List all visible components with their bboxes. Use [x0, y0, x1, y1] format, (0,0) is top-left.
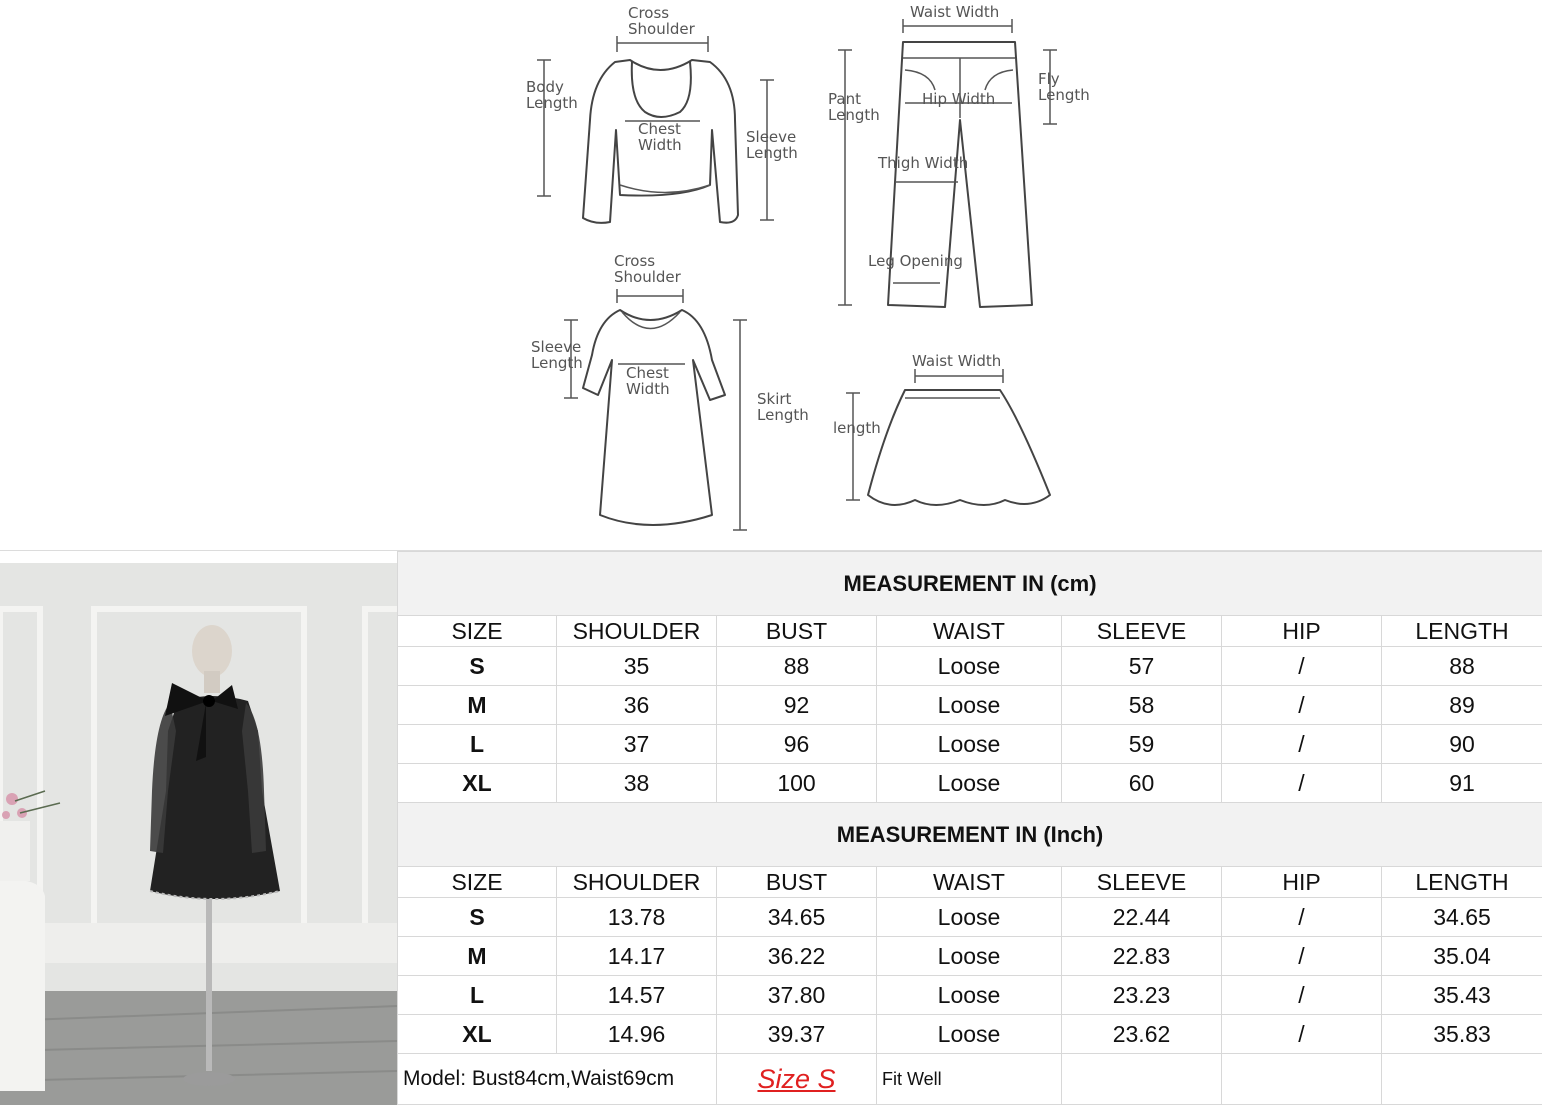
- label-body-length-2: Length: [526, 94, 578, 112]
- cell: 89: [1382, 686, 1542, 725]
- table-row: [398, 686, 1542, 725]
- table-row: [398, 1015, 1542, 1054]
- table-row: [398, 647, 1542, 686]
- cell: 100: [717, 764, 877, 803]
- cell: 35: [557, 647, 717, 686]
- empty-cell: [1222, 1054, 1382, 1105]
- cell: /: [1222, 647, 1382, 686]
- cell: /: [1222, 898, 1382, 937]
- cell: 37: [557, 725, 717, 764]
- label-sleeve-length-1: Sleeve: [746, 128, 797, 146]
- label-chest-width-1: Chest: [638, 120, 681, 138]
- label-skirt-length-1: Skirt: [757, 390, 792, 408]
- cell: 92: [717, 686, 877, 725]
- model-info-row: [398, 1054, 1542, 1105]
- cell: /: [1222, 937, 1382, 976]
- cm-header-bust: BUST: [717, 616, 877, 647]
- label-sleeve-length-2: Length: [746, 144, 798, 162]
- skirt-sketch: [868, 390, 1050, 505]
- cell: 36: [557, 686, 717, 725]
- cell: M: [398, 686, 557, 725]
- garment-sketches: [0, 0, 1542, 550]
- cell: L: [398, 725, 557, 764]
- label-cross-shoulder-1: Cross: [628, 4, 670, 22]
- cell: S: [398, 898, 557, 937]
- cell: 35.04: [1382, 937, 1542, 976]
- label-dress-chest-width-1: Chest: [626, 364, 669, 382]
- cell: L: [398, 976, 557, 1015]
- cell: Loose: [877, 725, 1062, 764]
- label-cross-shoulder-2: Shoulder: [628, 20, 695, 38]
- cell: 60: [1062, 764, 1222, 803]
- cell: 59: [1062, 725, 1222, 764]
- cm-title-row: [398, 552, 1542, 616]
- cell: 22.44: [1062, 898, 1222, 937]
- cm-header-row: [398, 616, 1542, 647]
- label-skirt-waist-width: Waist Width: [912, 352, 1002, 370]
- cell: Loose: [877, 1015, 1062, 1054]
- cell: Loose: [877, 686, 1062, 725]
- label-dress-chest-width-2: Width: [626, 380, 670, 398]
- mannequin-dress-image: [0, 551, 397, 1105]
- label-dress-sleeve-length-1: Sleeve: [531, 338, 582, 356]
- model-fit: Fit Well: [877, 1054, 1062, 1105]
- cell: 14.96: [557, 1015, 717, 1054]
- cell: 58: [1062, 686, 1222, 725]
- table-row: [398, 764, 1542, 803]
- cell: 34.65: [717, 898, 877, 937]
- cell: 35.43: [1382, 976, 1542, 1015]
- table-row: [398, 937, 1542, 976]
- cell: S: [398, 647, 557, 686]
- inch-header-length: LENGTH: [1382, 867, 1542, 898]
- cell: Loose: [877, 937, 1062, 976]
- size-table: [397, 551, 1542, 1105]
- cm-header-shoulder: SHOULDER: [557, 616, 717, 647]
- label-skirt-length-2: Length: [757, 406, 809, 424]
- inch-title-row: [398, 803, 1542, 867]
- cell: 36.22: [717, 937, 877, 976]
- cm-header-sleeve: SLEEVE: [1062, 616, 1222, 647]
- cell: 37.80: [717, 976, 877, 1015]
- cell: /: [1222, 976, 1382, 1015]
- inch-header-bust: BUST: [717, 867, 877, 898]
- cell: 22.83: [1062, 937, 1222, 976]
- cell: 35.83: [1382, 1015, 1542, 1054]
- cell: 39.37: [717, 1015, 877, 1054]
- cell: 14.17: [557, 937, 717, 976]
- cell: M: [398, 937, 557, 976]
- cm-header-length: LENGTH: [1382, 616, 1542, 647]
- cell: 96: [717, 725, 877, 764]
- inch-header-row: [398, 867, 1542, 898]
- inch-header-size: SIZE: [398, 867, 557, 898]
- cell: 88: [717, 647, 877, 686]
- label-pant-length-1: Pant: [828, 90, 861, 108]
- model-measurements: Model: Bust84cm,Waist69cm: [398, 1054, 717, 1105]
- cell: 88: [1382, 647, 1542, 686]
- label-waist-width: Waist Width: [910, 3, 1000, 21]
- inch-header-waist: WAIST: [877, 867, 1062, 898]
- cell: 34.65: [1382, 898, 1542, 937]
- measurement-diagrams: [0, 0, 1542, 551]
- label-hip-width: Hip Width: [922, 90, 996, 108]
- table-row: [398, 725, 1542, 764]
- label-leg-opening: Leg Opening: [868, 252, 963, 270]
- cell: /: [1222, 725, 1382, 764]
- cell: 13.78: [557, 898, 717, 937]
- cell: 90: [1382, 725, 1542, 764]
- table-row: [398, 976, 1542, 1015]
- label-chest-width-2: Width: [638, 136, 682, 154]
- label-fly-length-2: Length: [1038, 86, 1090, 104]
- cm-header-waist: WAIST: [877, 616, 1062, 647]
- size-chart: [397, 551, 1542, 1105]
- cell: XL: [398, 1015, 557, 1054]
- product-photo: [0, 551, 397, 1105]
- cell: /: [1222, 764, 1382, 803]
- cell: 57: [1062, 647, 1222, 686]
- table-row: [398, 898, 1542, 937]
- cm-header-size: SIZE: [398, 616, 557, 647]
- model-size: Size S: [717, 1054, 877, 1105]
- label-thigh-width: Thigh Width: [878, 154, 969, 172]
- cm-table-title: MEASUREMENT IN (cm): [398, 552, 1542, 616]
- cell: XL: [398, 764, 557, 803]
- cell: 23.62: [1062, 1015, 1222, 1054]
- label-dress-cross-shoulder-2: Shoulder: [614, 268, 681, 286]
- inch-header-shoulder: SHOULDER: [557, 867, 717, 898]
- label-pant-length-2: Length: [828, 106, 880, 124]
- label-body-length-1: Body: [526, 78, 564, 96]
- cell: /: [1222, 686, 1382, 725]
- inch-header-hip: HIP: [1222, 867, 1382, 898]
- inch-header-sleeve: SLEEVE: [1062, 867, 1222, 898]
- cell: 91: [1382, 764, 1542, 803]
- cell: Loose: [877, 764, 1062, 803]
- inch-table-title: MEASUREMENT IN (Inch): [398, 803, 1542, 867]
- cm-header-hip: HIP: [1222, 616, 1382, 647]
- empty-cell: [1382, 1054, 1542, 1105]
- cell: Loose: [877, 647, 1062, 686]
- cell: 38: [557, 764, 717, 803]
- label-dress-sleeve-length-2: Length: [531, 354, 583, 372]
- cell: Loose: [877, 976, 1062, 1015]
- dress-measure-lines: [564, 289, 747, 530]
- cell: 14.57: [557, 976, 717, 1015]
- cell: 23.23: [1062, 976, 1222, 1015]
- dress-sketch: [583, 310, 725, 525]
- label-skirt-length: length: [833, 419, 881, 437]
- empty-cell: [1062, 1054, 1222, 1105]
- label-dress-cross-shoulder-1: Cross: [614, 252, 656, 270]
- label-fly-length-1: Fly: [1038, 70, 1060, 88]
- cell: /: [1222, 1015, 1382, 1054]
- cell: Loose: [877, 898, 1062, 937]
